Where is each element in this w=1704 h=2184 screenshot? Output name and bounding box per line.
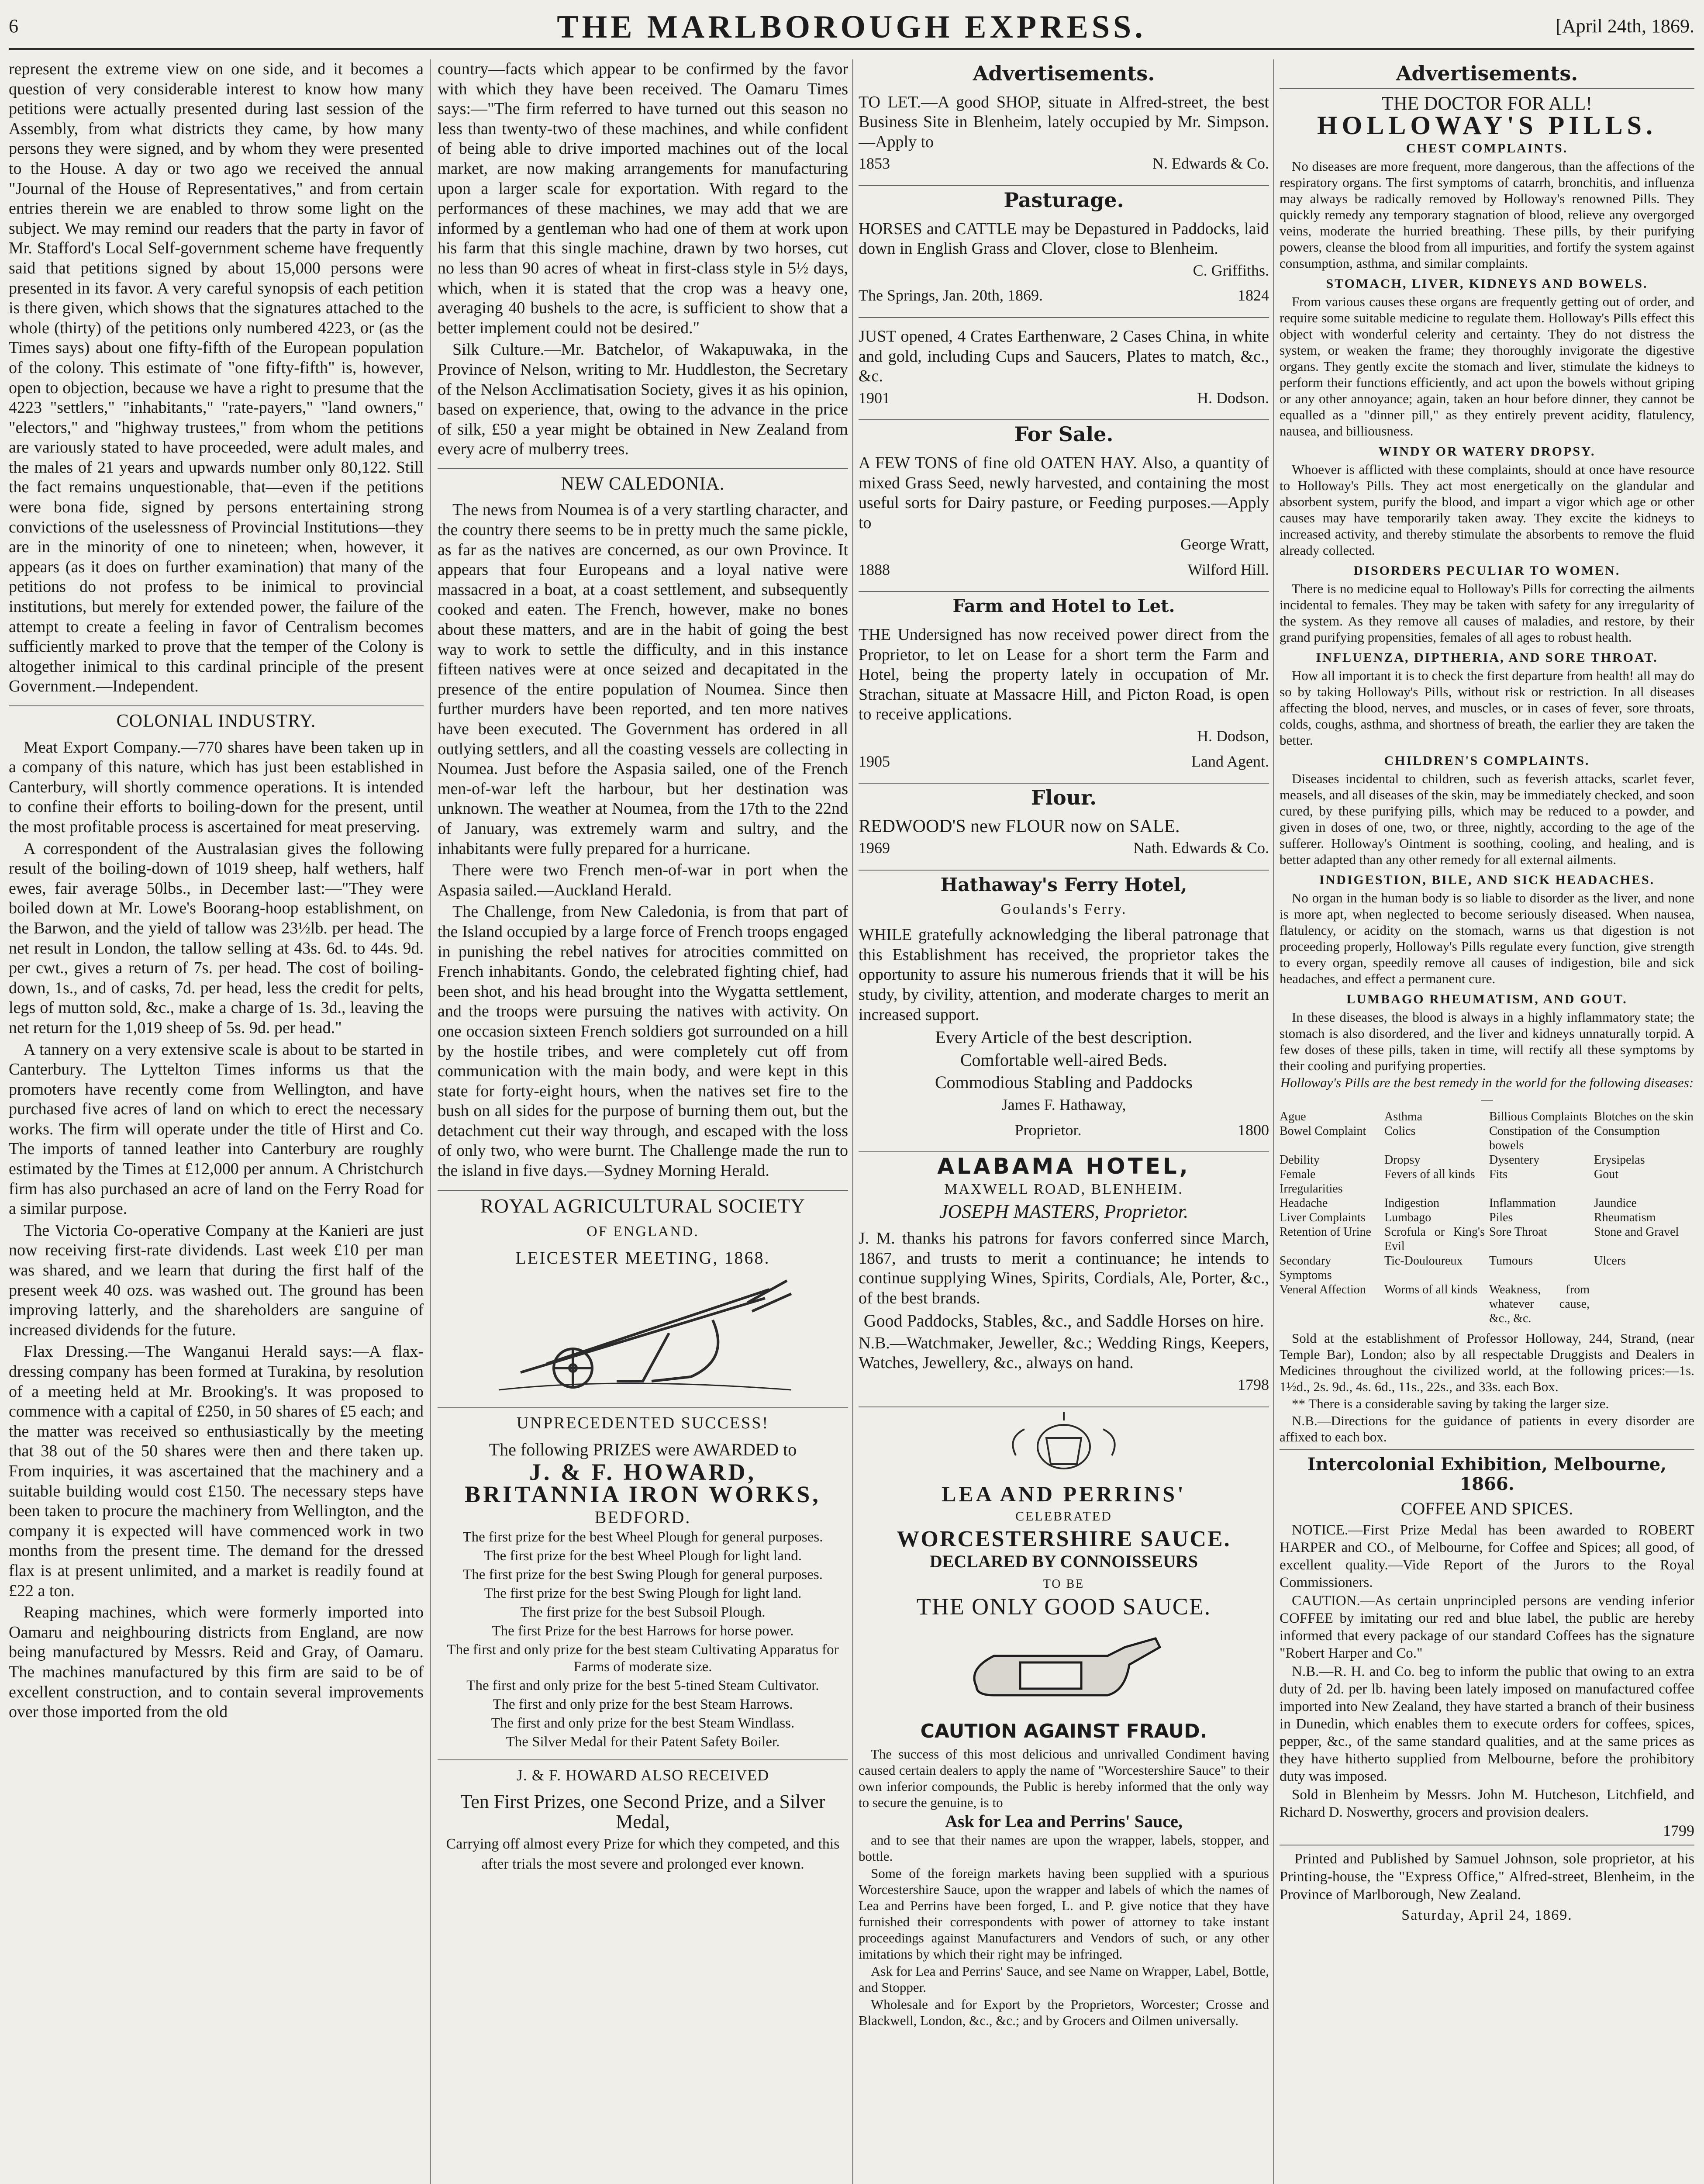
advert-for-sale: [859, 449, 1269, 592]
advert-text: The success of this most delicious and unrivalled Condiment having caused certain dealers to apply the name of "Worcestershire Sauce" to their own inferior compounds, the Public is hereby informed that the only way to secure the genuine, is to: [859, 1746, 1269, 1810]
advert-text: Ask for Lea and Perrins' Sauce, and see Name on Wrapper, Label, Bottle, and Stopper.: [859, 1963, 1269, 1995]
disease-item: Tumours: [1489, 1254, 1533, 1268]
advert-text: Whoever is afflicted with these complaints, should at once have resource to Holloway's Pills. They act most energetically on the glandular and absorbent system, purify the blood, and impart a vigor which age or other causes may have temporarily taken away. They excite the kidneys to increased activity, and thereby stimulate the absorbents to remove the fluid already collected.: [1280, 461, 1694, 558]
advert-text: There is no medicine equal to Holloway's Pills for correcting the ailments incidental to females. They may be taken with safety for any irregularity of the system. As they remove all causes of maladies, and restore, by their grand purifying propensities, females of all ages to robust health.: [1280, 581, 1694, 645]
advert-number: 1853: [859, 155, 890, 173]
advert-number: 1824: [1238, 287, 1269, 304]
advert-subheading: CHEST COMPLAINTS.: [1406, 141, 1568, 156]
advert-signature: Land Agent.: [1191, 752, 1269, 770]
issue-date: [April 24th, 1869.: [1556, 15, 1694, 37]
advert-heading: Pasturage.: [1004, 188, 1124, 212]
column-rule: [1273, 59, 1274, 2184]
column-3: [859, 59, 1269, 2184]
prize-list: [438, 1529, 848, 1751]
advert-heading: Flour.: [1031, 786, 1097, 810]
coffee-advert: [1280, 1521, 1694, 1839]
advert-subheading: DECLARED BY CONNOISSEURS: [929, 1552, 1198, 1572]
advert-text: The following PRIZES were AWARDED to: [489, 1440, 797, 1460]
disease-item: Rheumatism: [1594, 1210, 1656, 1224]
disease-item: Debility: [1280, 1153, 1320, 1167]
advert-text: In these diseases, the blood is always in a highly inflammatory state; the stomach is also disordered, and the liver and kidneys unnaturally torpid. A few doses of these pills, taken in time, will rectify all these symptoms by their cooling and purifying properties.: [1280, 1009, 1694, 1073]
advert-text: Every Article of the best description.: [935, 1027, 1193, 1047]
advert-subheading: CELEBRATED: [1015, 1509, 1112, 1524]
disease-item: Ague: [1280, 1109, 1306, 1123]
disease-item: Headache: [1280, 1196, 1328, 1210]
advert-signature: Wilford Hill.: [1187, 560, 1269, 578]
holloway-advert: [1280, 140, 1694, 1445]
prize-item: The Silver Medal for their Patent Safety Boiler.: [506, 1734, 780, 1750]
article-paragraph: The news from Noumea is of a very startling character, and the country there seems to be in pretty much the same pickle, as far as the natives are concerned, as our own Province. It appears that four Europeans and a loyal native were massacred in a boat, at a coast settlement, and subsequently cooked and eaten. The French, however, make no bones about these matters, and are in the habit of going the best way to work to settle the difficulty, and in this instance fifteen natives were at once seized and decapitated in the presence of the entire population of Noumea. Since then further murders have been reported, and ten more natives have been executed. The Government has ordered in all outlying settlers, and all the coasting vessels are collecting in Noumea. Just before the Aspasia sailed, one of the French men-of-war left the harbour, but her destination was unknown. The weather at Noumea, from the 17th to the 22nd of January, was extremely warm and sultry, and the inhabitants were fully prepared for a hurricane.: [438, 501, 848, 858]
advert-heading: THE ONLY GOOD SAUCE.: [916, 1593, 1211, 1620]
advert-heading: WORCESTERSHIRE SAUCE.: [897, 1526, 1231, 1552]
advert-flour: [859, 812, 1269, 871]
prize-item: The first Prize for the best Harrows for horse power.: [492, 1623, 794, 1639]
advert-number: 1799: [1663, 1821, 1694, 1839]
page-number: 6: [9, 15, 18, 37]
advert-text: Carrying off almost every Prize for which they competed, and this after trials the most severe and prolonged ever known.: [446, 1836, 840, 1872]
advert-text: No organ in the human body is so liable to disorder as the liver, and none is more apt, when neglected to become seriously diseased. When nausea, flatulency, or acidity on the stomach, warns us that digestion is not proceeding properly, Holloway's Pills regulate every function, give strength to every organ, speedily remove all causes of indigestion, bile and sick headaches, and effect a permanent cure.: [1280, 890, 1694, 986]
disease-item: Liver Complaints: [1280, 1210, 1366, 1224]
advert-hathaway: [859, 921, 1269, 1152]
section-heading: Advertisements.: [1396, 62, 1578, 85]
advert-text: ** There is a considerable saving by taking the larger size.: [1292, 1396, 1609, 1411]
advert-text: and to see that their names are upon the wrapper, labels, stopper, and bottle.: [859, 1832, 1269, 1864]
disease-item: Dysentery: [1489, 1153, 1540, 1167]
disease-item: Asthma: [1384, 1109, 1423, 1123]
prize-item: The first prize for the best Subsoil Plough.: [520, 1604, 766, 1621]
advert-text: No diseases are more frequent, more dangerous, than the affections of the respiratory organs. The first symptoms of catarrh, bronchitis, and influenza may always be radically removed by Holloway's renowned Pills. They quickly remedy any temporary stagnation of blood, relieve any overgorged veins, moderate the hurried breathing. These pills, by their purifying powers, cleanse the blood from all impurities, and fortify the system against consumption, asthma, and similar complaints.: [1280, 158, 1694, 271]
advert-text: CAUTION.—As certain unprincipled persons are vending inferior COFFEE by imitating our red and blue label, the public are hereby informed that every package of our standard Coffees has the signature "Robert Harper and Co.": [1280, 1593, 1694, 1661]
advert-text: Wholesale and for Export by the Proprietors, Worcester; Crosse and Blackwell, London, &c., &c.; and by Grocers and Oilmen universally.: [859, 1996, 1269, 2028]
column-2: [438, 59, 848, 2184]
advert-text: N.B.—R. H. and Co. beg to inform the public that owing to an extra duty of 2d. per lb. having been lately imposed on manufactured coffee imported into New Zealand, they have started a branch of their business in Dunedin, which enables them to execute orders for coffees, spices, pepper, &c., of the same standard qualities, and at the same prices as they have hitherto supplied from Melbourne, before the prohibitory duty was imposed.: [1280, 1663, 1694, 1784]
advert-number: 1901: [859, 389, 890, 407]
article-paragraph: Reaping machines, which were formerly imported into Oamaru and neighbouring districts from England, are now being manufactured by Messrs. Reid and Gray, of Oamaru. The machines manufactured by this firm are said to be of excellent construction, and to contain several improvements over those imported from the old: [9, 1603, 424, 1721]
disease-item: Gout: [1594, 1167, 1618, 1181]
article-paragraph: Meat Export Company.—770 shares have been taken up in a company of this nature, which has just been established in Canterbury, will shortly commence operations. It is intended to confine their efforts to boiling-down for the present, until the most profitable process is ascertained for meat preserving.: [9, 738, 424, 836]
advert-text: Ten First Prizes, one Second Prize, and a Silver Medal,: [460, 1791, 825, 1832]
advert-heading: Hathaway's Ferry Hotel,: [940, 874, 1187, 895]
column-4: [1280, 59, 1694, 2184]
article-paragraph: country—facts which appear to be confirmed by the favor with which they have been received. The Oamaru Times says:—"The firm referred to have turned out this season no less than twenty-two of these machines, and while confident of being able to drive imported machines out of the local market, are now making arrangements for manufacturing upon a larger scale for exportation. With regard to the performances of these machines, we may add that we are informed by a gentleman who had one of them at work upon his farm that this single machine, drawn by two horses, cut no less than 90 acres of wheat in first-class style in 5½ days, which, when it is stated that the crop was a heavy one, averaging 40 bushels to the acre, is sufficient to show that a better implement could not be desired.": [438, 60, 848, 337]
prize-item: The first and only prize for the best steam Cultivating Apparatus for Farms of moderate size.: [447, 1642, 839, 1675]
advert-number: 1969: [859, 839, 890, 857]
firm-name: BRITANNIA IRON WORKS,: [465, 1481, 821, 1508]
advert-text: WHILE gratefully acknowledging the liberal patronage that this Establishment has received, the proprietor takes the opportunity to assure his numerous friends that it will be his study, by civility, attention, and moderate charges to merit an increased support.: [859, 926, 1269, 1024]
disease-item: Fevers of all kinds: [1384, 1167, 1475, 1181]
advert-text: N.B.—Directions for the guidance of patients in every disorder are affixed to each box.: [1280, 1413, 1694, 1444]
advert-pasturage: [859, 215, 1269, 318]
prize-item: The first prize for the best Wheel Plough for general purposes.: [462, 1529, 823, 1545]
disease-item: Billious Complaints: [1489, 1109, 1587, 1123]
column-rule: [852, 59, 853, 2184]
sauce-bottle-illustration: [950, 1621, 1177, 1717]
article-paragraph: The Victoria Co-operative Company at the Kanieri are just now receiving first-rate dividends. Last week £10 per man was shared, and we learn that during the first half of the present week 40 ozs. was washed out. The ground has been improving latterly, and the shareholders are sanguine of increased dividends for the future.: [9, 1221, 424, 1339]
advert-text: Good Paddocks, Stables, &c., and Saddle Horses on hire.: [863, 1311, 1264, 1331]
disease-item: Blotches on the skin: [1594, 1109, 1694, 1123]
advert-text: NOTICE.—First Prize Medal has been awarded to ROBERT HARPER and CO., of Melbourne, for Coffee and Spices; all good, of excellent quality.—Vide Report of the Jurors to the Royal Commissioners.: [1280, 1522, 1694, 1590]
prize-item: The first prize for the best Wheel Plough for light land.: [484, 1548, 802, 1564]
advert-heading: THE DOCTOR FOR ALL!: [1280, 88, 1694, 114]
advert-number: 1888: [859, 560, 890, 578]
imprint-text: Printed and Published by Samuel Johnson, sole proprietor, at his Printing-house, the "Express Office," Alfred-street, Blenheim, in the Province of Marlborough, New Zealand.: [1280, 1850, 1694, 1903]
advert-body: [859, 1746, 1269, 2028]
disease-item: Female Irregularities: [1280, 1167, 1343, 1196]
advert-subheading: STOMACH, LIVER, KIDNEYS AND BOWELS.: [1326, 276, 1648, 291]
advert-signature: H. Dodson.: [1197, 389, 1269, 407]
disease-item: Piles: [1489, 1210, 1513, 1224]
column-1: [9, 59, 424, 2184]
advert-text: A FEW TONS of fine old OATEN HAY. Also, a quantity of mixed Grass Seed, newly harvested, and containing the most useful sorts for Dairy pasture, or Feeding purposes.—Apply to: [859, 453, 1269, 532]
advert-subheading: INFLUENZA, DIPTHERIA, AND SORE THROAT.: [1316, 650, 1658, 665]
advert-text: Diseases incidental to children, such as feverish attacks, scarlet fever, measels, and all diseases of the skin, may be immediately checked, and soon cured, by these purifying pills, which may be reduced to a powder, and given in doses of one, two, or three, nightly, according to the age of the sufferer. Holloway's Ointment is soothing, cooling, and healing, and is better adapted than any other remedy for all external ailments.: [1280, 771, 1694, 867]
advert-subheading: TO BE: [1043, 1577, 1085, 1591]
advert-signature: H. Dodson,: [1197, 727, 1269, 745]
advert-subheading: CHILDREN'S COMPLAINTS.: [1384, 753, 1590, 768]
advert-subheading: JOSEPH MASTERS, Proprietor.: [939, 1201, 1189, 1223]
advert-subheading: Goulands's Ferry.: [1000, 901, 1127, 917]
prize-item: The first and only prize for the best Steam Windlass.: [491, 1715, 795, 1731]
advert-text: Holloway's Pills are the best remedy in the world for the following diseases:—: [1280, 1075, 1694, 1106]
advert-heading: J. & F. HOWARD ALSO RECEIVED: [438, 1759, 848, 1786]
article-paragraph: A tannery on a very extensive scale is about to be started in Canterbury. The Lyttelton Times informs us that the promoters have recently come from Wellington, and have purchased five acres of land on which to erect the necessary works. The firm will operate under the title of Hirst and Co. The imports of tanned leather into Canterbury are roughly estimated by the Times at £12,000 per annum. A Christchurch firm has also purchased an acre of land on the Ferry Road for a similar purpose.: [9, 1040, 424, 1218]
disease-item: Inflammation: [1489, 1196, 1556, 1210]
advert-text: J. M. thanks his patrons for favors conferred since March, 1867, and trusts to merit a continuance; he intends to continue supplying Wines, Spirits, Cordials, Ale, Porter, &c., of the best brands.: [859, 1229, 1269, 1307]
imprint: [1280, 1845, 1694, 1924]
advert-text: How all important it is to check the first departure from health! all may do so by taking Holloway's Pills, without risk or restriction. In all diseases affecting the blood, nerves, and muscles, or in cases of fever, sore throats, colds, coughs, asthma, and shortness of breath, the earlier they are taken the better.: [1280, 667, 1694, 748]
prize-item: The first prize for the best Swing Plough for general purposes.: [463, 1567, 823, 1583]
advert-heading: UNPRECEDENTED SUCCESS!: [438, 1407, 848, 1434]
section-heading: NEW CALEDONIA.: [438, 468, 848, 494]
section-heading: COLONIAL INDUSTRY.: [9, 705, 424, 732]
advert-text: Commodious Stabling and Paddocks: [935, 1072, 1193, 1092]
advert-number: 1798: [1238, 1376, 1269, 1394]
advert-subheading: DISORDERS PECULIAR TO WOMEN.: [1353, 563, 1621, 578]
prize-item: The first and only prize for the best Steam Harrows.: [493, 1697, 793, 1713]
advert-heading: HOLLOWAY'S PILLS.: [1317, 111, 1657, 140]
firm-location: BEDFORD.: [594, 1507, 691, 1527]
disease-item: Dropsy: [1384, 1153, 1421, 1167]
disease-item: Bowel Complaint: [1280, 1124, 1366, 1138]
advert-signature: N. Edwards & Co.: [1152, 155, 1269, 173]
advert-subheading: OF ENGLAND.: [586, 1223, 699, 1240]
disease-item: Consumption: [1594, 1124, 1660, 1138]
newspaper-title: THE MARLBOROUGH EXPRESS.: [557, 9, 1146, 45]
column-rule: [430, 59, 431, 2184]
firm-name: J. & F. HOWARD,: [529, 1458, 757, 1485]
advert-subheading: LEICESTER MEETING, 1868.: [515, 1248, 770, 1268]
advert-text: Sold at the establishment of Professor Holloway, 244, Strand, (near Temple Bar), London; also by all respectable Druggists and Dealers in Medicines throughout the civilized world, at the following prices:—1s. 1½d., 2s. 9d., 4s. 6d., 11s., 22s., and 33s. each Box.: [1280, 1330, 1694, 1394]
disease-item: Sore Throat: [1489, 1225, 1547, 1239]
prize-item: The first prize for the best Swing Plough for light land.: [484, 1586, 802, 1602]
article-paragraph: There were two French men-of-war in port when the Aspasia sailed.—Auckland Herald.: [438, 861, 848, 899]
plough-illustration: [486, 1272, 800, 1399]
imprint-date: Saturday, April 24, 1869.: [1401, 1907, 1573, 1923]
crest-emblem: [998, 1412, 1129, 1482]
masthead: [9, 6, 1694, 50]
advert-text: JUST opened, 4 Crates Earthenware, 2 Cases China, in white and gold, including Cups and Saucers, Plates to match, &c., &c.: [859, 327, 1269, 386]
advert-signature: Nath. Edwards & Co.: [1133, 839, 1269, 857]
advert-heading: LEA AND PERRINS': [942, 1481, 1186, 1506]
disease-item: Lumbago: [1384, 1210, 1431, 1224]
advert-alabama: [859, 1224, 1269, 1407]
article-paragraph: A correspondent of the Australasian gives the following result of the boiling-down of 1019 sheep, half wethers, half ewes, fair average 50lbs., in December last:—"They were boiled down at Mr. Lowe's Boorang-hoop establishment, on the Barwon, and the yield of tallow was 23½lb. per head. The net result in London, the tallow selling at 43s. 6d. to 44s. 9d. per cwt., gives a return of 7s. per head. The cost of boiling-down, 1s., and of casks, 7d. per head, less the credit for pelts, legs of mutton sold, &c., make a charge of 1s. 3d., leaving the net return for the 1,019 sheep of 5s. 9d. per head.": [9, 839, 424, 1037]
disease-item: Veneral Affection: [1280, 1282, 1366, 1296]
advert-text: TO LET.—A good SHOP, situate in Alfred-street, the best Business Site in Blenheim, lately occupied by Mr. Simpson.—Apply to: [859, 93, 1269, 151]
advert-subheading: LUMBAGO RHEUMATISM, AND GOUT.: [1346, 992, 1628, 1006]
disease-list: [1280, 1109, 1694, 1326]
disease-item: Colics: [1384, 1124, 1416, 1138]
advert-text: Ask for Lea and Perrins' Sauce,: [945, 1811, 1183, 1831]
prize-item: The first and only prize for the best 5-tined Steam Cultivator.: [466, 1678, 819, 1694]
advert-heading: Farm and Hotel to Let.: [952, 596, 1175, 617]
advert-text: Some of the foreign markets having been supplied with a spurious Worcestershire Sauce, upon the wrapper and labels of which the names of Lea and Perrins have been forged, L. and P. give notice that they have furnished their correspondents with power of attorney to take instant proceedings against Manufacturers and Vendors of such, or any other imitations by which their right may be infringed.: [859, 1865, 1269, 1962]
advert-farm-hotel: [859, 621, 1269, 784]
advert-heading: For Sale.: [1014, 422, 1114, 446]
advert-heading: ALABAMA HOTEL,: [937, 1154, 1190, 1179]
disease-item: Fits: [1489, 1167, 1508, 1181]
article-paragraph: Silk Culture.—Mr. Batchelor, of Wakapuwaka, in the Province of Nelson, writing to Mr. Huddleston, the Secretary of the Nelson Acclimatisation Society, gives it as his opinion, based on experience, that, owing to the advance in the price of silk, £50 a year might be obtained in New Zealand from every acre of mulberry trees.: [438, 340, 848, 459]
advert-text: THE Undersigned has now received power direct from the Proprietor, to let on Lease for a short term the Farm and Hotel, being the property lately in occupation of Mr. Strachan, situate at Massacre Hill, and Picton Road, is open to receive applications.: [859, 625, 1269, 724]
advert-subheading: WINDY OR WATERY DROPSY.: [1378, 444, 1596, 459]
advert-subheading: COFFEE AND SPICES.: [1400, 1498, 1573, 1518]
advert-text: Comfortable well-aired Beds.: [960, 1050, 1168, 1070]
disease-item: Scrofula or King's Evil: [1384, 1225, 1485, 1253]
advert-signature: James F. Hathaway,: [1001, 1095, 1126, 1113]
advert-text: Sold in Blenheim by Messrs. John M. Hutcheson, Litchfield, and Richard D. Noswerthy, grocers and provision dealers.: [1280, 1787, 1694, 1820]
advert-text: REDWOOD'S new FLOUR now on SALE.: [859, 816, 1180, 836]
disease-item: Jaundice: [1594, 1196, 1637, 1210]
advert-signature: C. Griffiths.: [1193, 261, 1269, 279]
disease-item: Retention of Urine: [1280, 1225, 1371, 1239]
advert-heading: CAUTION AGAINST FRAUD.: [920, 1720, 1207, 1743]
advert-subheading: MAXWELL ROAD, BLENHEIM.: [944, 1181, 1183, 1197]
advert-heading: Intercolonial Exhibition, Melbourne, 1866.: [1280, 1449, 1694, 1494]
disease-item: Stone and Gravel: [1594, 1225, 1679, 1239]
advert-signature: Proprietor.: [1014, 1121, 1082, 1139]
advert-subheading: INDIGESTION, BILE, AND SICK HEADACHES.: [1319, 872, 1655, 887]
advert-text: From various causes these organs are frequently getting out of order, and require some suitable medicine to regulate them. Holloway's Pills effect this object with wonderful celerity and certainty. They do not distress the system, or weaken the frame; they thoroughly invigorate the digestive organs. They gently excite the stomach and liver, stimulate the kidneys to perform their functions efficiently, and act upon the bowels without griping or any other annoyance; again, taken an hour before dinner, they cannot be equalled as a "dinner pill," as they entirely prevent acidity, flatulency, nausea, and billiousness.: [1280, 294, 1694, 439]
disease-item: Weakness, from whatever cause, &c., &c.: [1489, 1282, 1590, 1325]
advert-text: N.B.—Watchmaker, Jeweller, &c.; Wedding Rings, Keepers, Watches, Jewellery, &c., always on hand.: [859, 1334, 1269, 1372]
disease-item: Indigestion: [1384, 1196, 1439, 1210]
disease-item: Tic-Douloureux: [1384, 1254, 1463, 1268]
advert-number: 1905: [859, 752, 890, 770]
advert-earthenware: [859, 322, 1269, 420]
section-heading: Advertisements.: [973, 62, 1155, 85]
disease-item: Secondary Symptoms: [1280, 1254, 1332, 1282]
disease-item: Ulcers: [1594, 1254, 1626, 1268]
disease-item: Erysipelas: [1594, 1153, 1645, 1167]
advert-signature: George Wratt,: [1180, 536, 1269, 553]
article-paragraph: Flax Dressing.—The Wanganui Herald says:—A flax-dressing company has been formed at Turakina, by resolution of a meeting held at Mr. Brooking's. It was proposed to commence with a capital of £250, in 50 shares of £5 each; and the matter was received so enthusiastically by the meeting that 38 out of the 50 shares were then and there taken up. From inquiries, it was ascertained that the machinery and a suitable building would cost £150. The necessary steps have been taken to procure the machinery from Wellington, and the company it is expected will have commenced work in two months from the present time. The demand for the dressed flax is at present unlimited, and a market is readily found at £22 a ton.: [9, 1342, 424, 1600]
advert-to-let: [859, 88, 1269, 186]
advert-heading: ROYAL AGRICULTURAL SOCIETY: [438, 1190, 848, 1216]
advert-date: The Springs, Jan. 20th, 1869.: [859, 287, 1043, 304]
disease-item: Constipation of the bowels: [1489, 1124, 1590, 1152]
advert-number: 1800: [1237, 1121, 1269, 1139]
article-paragraph: represent the extreme view on one side, and it becomes a question of very considerable interest to know how many petitions were actually presented during last session of the Assembly, from what districts they came, by how many persons they were signed, and by whom they were presented to the House. A day or two ago we received the annual "Journal of the House of Representatives," and from certain entries therein we are enabled to throw some light on the subject. We may remind our readers that the party in favor of Mr. Stafford's Local Self-government scheme have frequently said that petitions signed by about 15,000 persons were presented in its favor. A very careful synopsis of each petition is there given, which shows that the signatures attached to the whole (thirty) of the petitions only numbered 4223, or (as the Times says) about one fifty-fifth of the European population of the colony. This estimate of "one fifty-fifth" is, however, open to objection, because we have a right to presume that the 4223 "settlers," "inhabitants," "rate-payers," "land owners," "electors," and "highway trustees," from whom the petitions are variously stated to have proceeded, were adult males, and the males of 21 years and upwards number only 80,122. Still the fact remains unquestionable, that—even if the petitions were bona fide, signed by persons entertaining strong convictions of the uselessness of Provincial Institutions—they are in the minority of one to nineteen; when, however, it appears (as it does on further examination) that many of the petitions do not profess to be inimical to provincial institutions, but merely for extended power, the failure of the attempt to create a feeling in favor of Centralism becomes sufficiently marked to prove that the temper of the Colony is altogether inimical to this cardinal principle of the present Government.—Independent.: [9, 60, 424, 696]
disease-item: Worms of all kinds: [1384, 1282, 1478, 1296]
advert-text: HORSES and CATTLE may be Depastured in Paddocks, laid down in English Grass and Clover, close to Blenheim.: [859, 219, 1269, 258]
article-paragraph: The Challenge, from New Caledonia, is from that part of the Island occupied by a large force of French troops engaged in punishing the rebel natives for atrocities committed on French inhabitants. Gondo, the celebrated fighting chief, had been shot, and his head brought into the Wygatta settlement, and the troops were pursuing the natives with activity. On one occasion sixteen French soldiers got surrounded on a hill by the hostile tribes, and were completely cut off from communication with the main body, and were kept in this state for forty-eight hours, when the natives set fire to the bush on all sides for the purpose of burning them out, but the detachment cut their way through, and escaped with the loss of only two, who were burnt. The Challenge made the run to the island in five days.—Sydney Morning Herald.: [438, 902, 848, 1180]
